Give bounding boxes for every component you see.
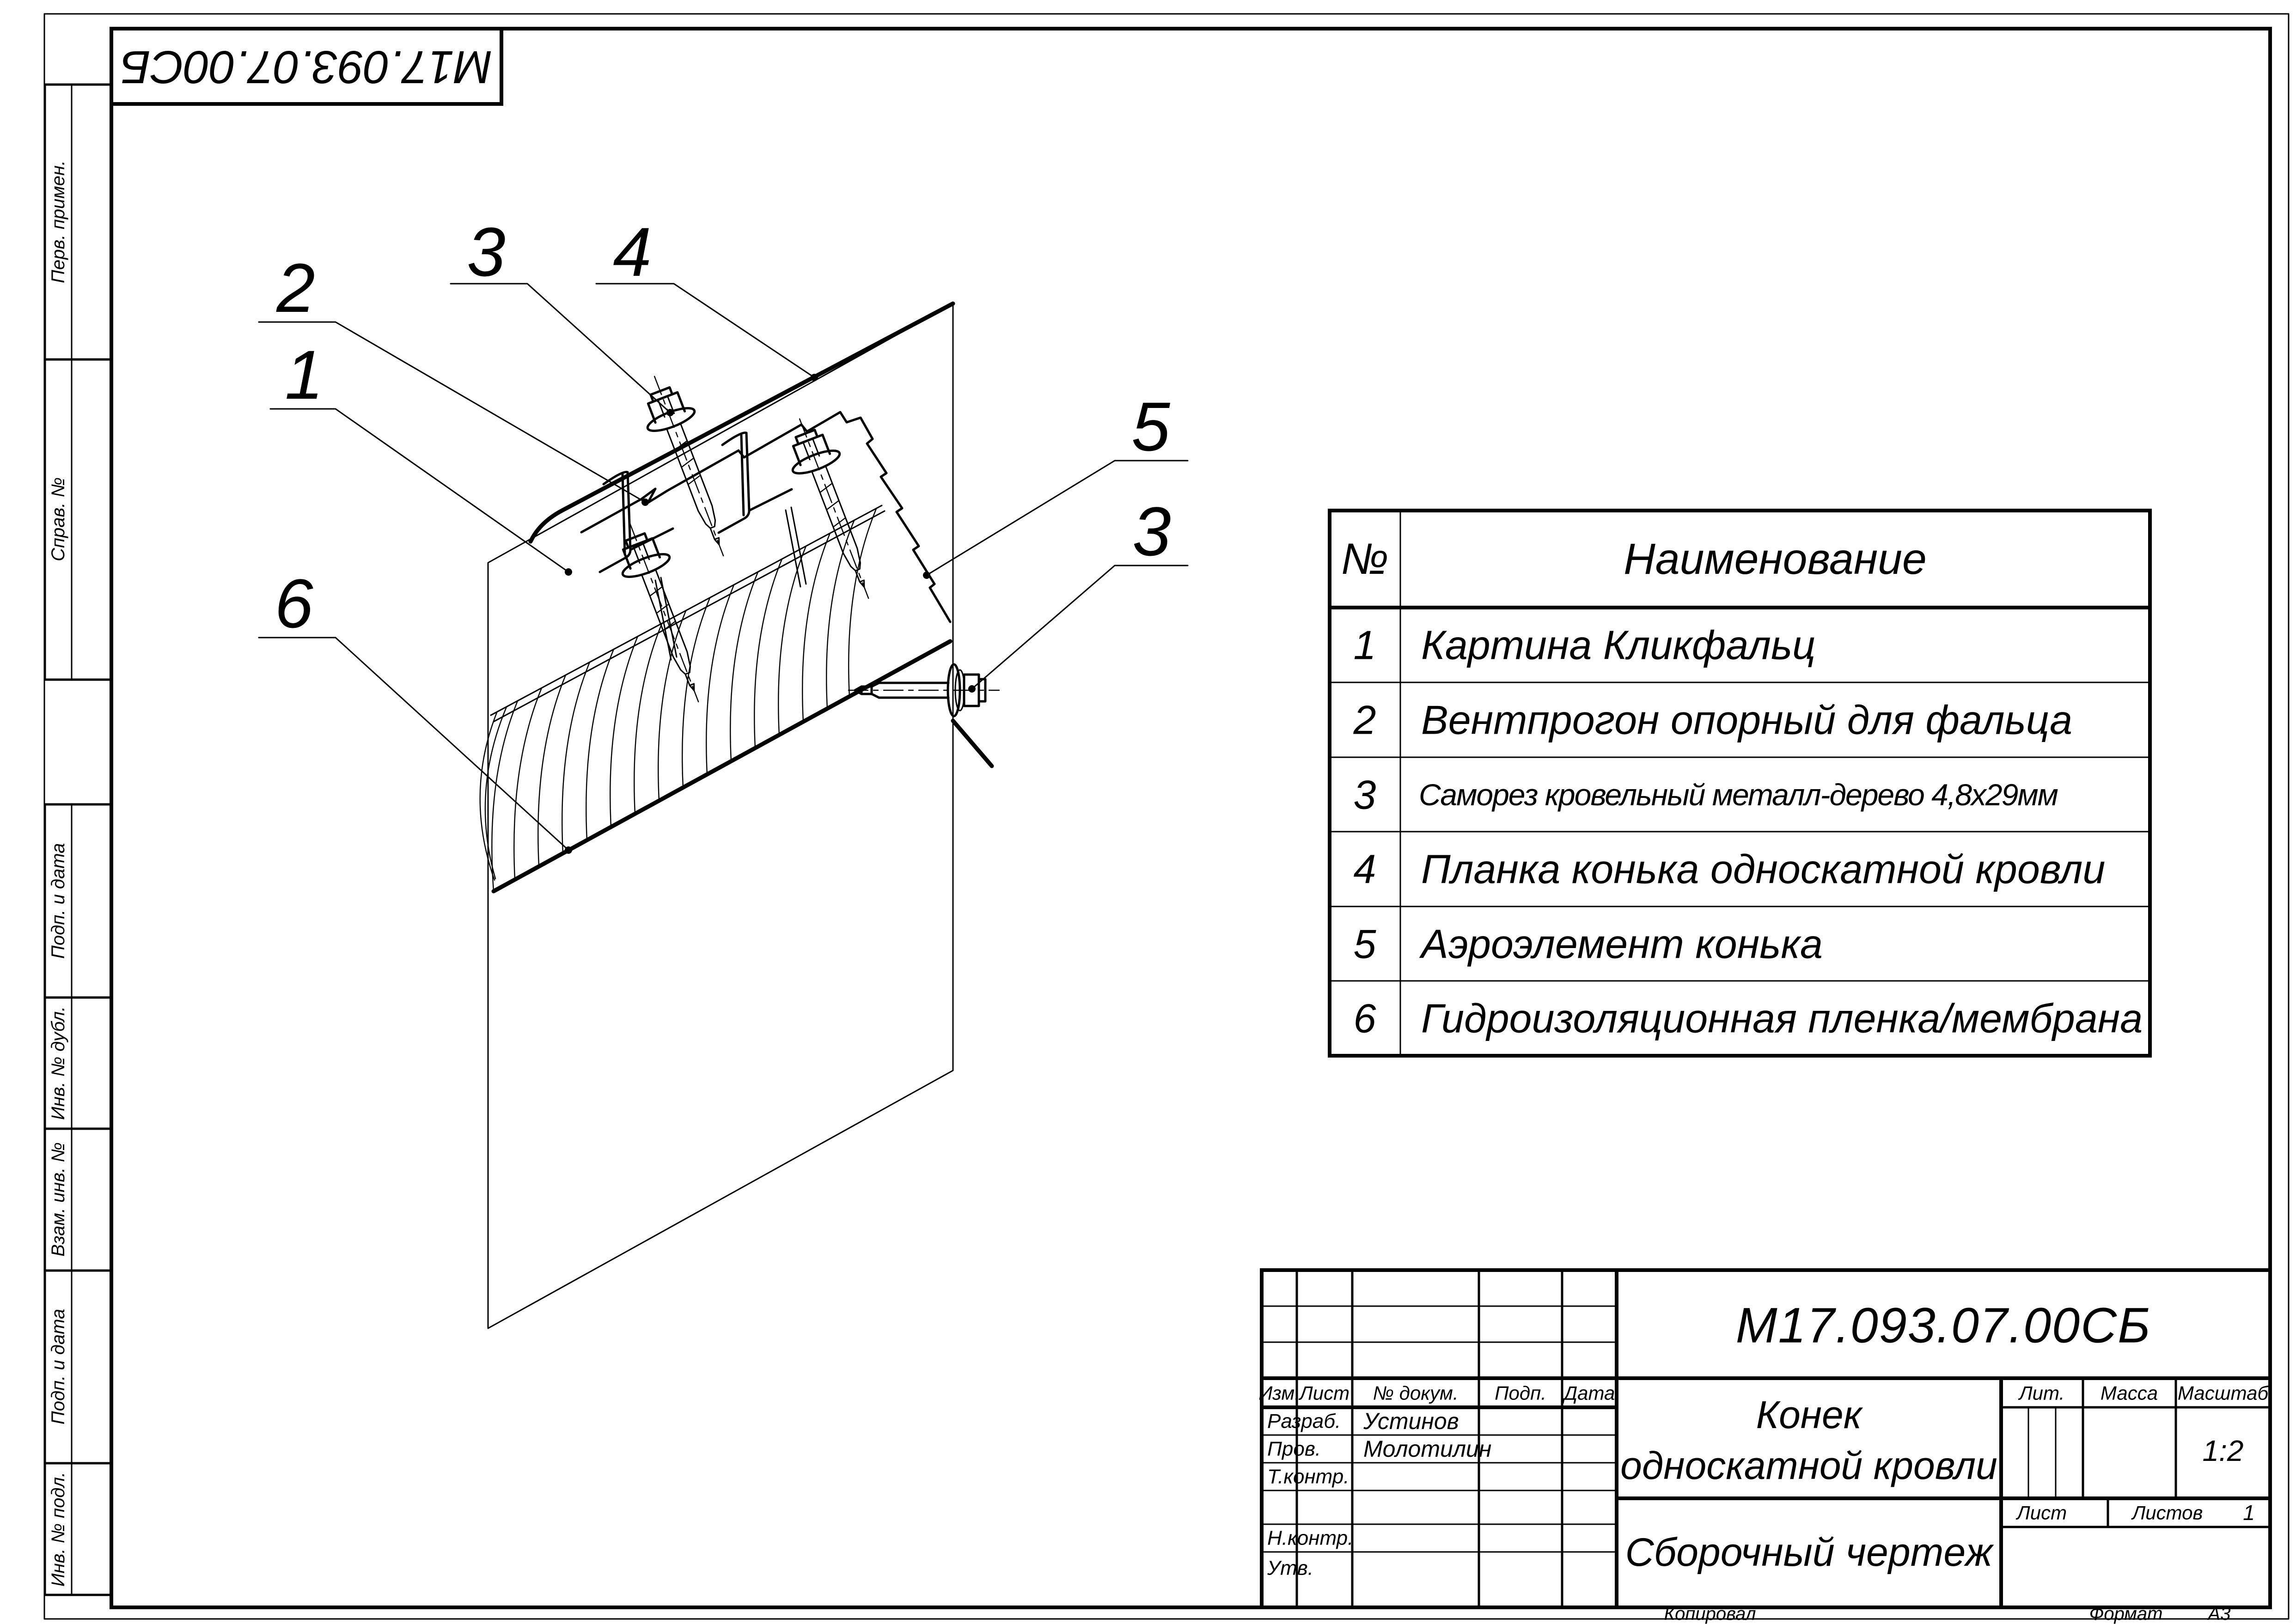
- row-3-number: 3: [1353, 772, 1376, 818]
- side-screw: [849, 664, 999, 716]
- row-1-number: 1: [1353, 622, 1376, 668]
- rear-panel-outline: [488, 304, 953, 1328]
- leader-item-6: [259, 638, 568, 850]
- leader-item-4: [596, 284, 814, 377]
- leader-dot-5: [923, 572, 930, 579]
- tb-scale-value: 1:2: [2202, 1434, 2244, 1467]
- title-block: [1258, 1270, 2270, 1607]
- parts-table-row: [1353, 697, 2073, 743]
- callout-label-5: 5: [1131, 388, 1170, 465]
- tb-label-masshtab: Масштаб: [2177, 1382, 2269, 1404]
- parts-table-row: [1354, 622, 1816, 668]
- membrane-edge-line: [494, 641, 950, 891]
- tb-label-list: Лист: [1299, 1382, 1350, 1404]
- sidebar-label-vzam-inv: Взам. инв. №: [48, 1142, 68, 1257]
- tb-sheets-value: 1: [2243, 1501, 2255, 1525]
- callout-label-4: 4: [613, 213, 652, 291]
- tb-label-listov: Листов: [2132, 1502, 2203, 1524]
- sidebar-label-podp-data-2: Подп. и дата: [48, 1308, 68, 1425]
- callout-label-2: 2: [276, 249, 315, 327]
- tb-label-tkontr: Т.контр.: [1267, 1465, 1350, 1488]
- parts-table-header-name: Наименование: [1624, 535, 1927, 584]
- row-5-number: 5: [1353, 921, 1376, 967]
- sidebar: [45, 85, 111, 1595]
- parts-table-header-number: №: [1341, 535, 1389, 584]
- leader-item-1: [270, 409, 568, 572]
- tb-label-lit: Лит.: [2019, 1382, 2065, 1404]
- callout-label-3: 3: [467, 213, 506, 291]
- kopiroval-note: Копировал: [1664, 1604, 1756, 1624]
- ridge-flashing-front-edge: [581, 412, 950, 622]
- ridge-flashing-tail: [953, 721, 992, 766]
- tb-label-razrab: Разраб.: [1267, 1410, 1341, 1433]
- sidebar-label-sprav-no: Справ. №: [48, 477, 68, 561]
- row-6-number: 6: [1353, 995, 1376, 1041]
- leader-dot-3b: [968, 685, 976, 693]
- sidebar-label-podp-data-1: Подп. и дата: [48, 843, 68, 959]
- vent-purlin-bracket-2: [719, 433, 792, 533]
- callout-label-3b: 3: [1132, 493, 1171, 570]
- tb-label-dokum: № докум.: [1373, 1382, 1459, 1404]
- leader-dot-6: [565, 846, 572, 854]
- row-6-name: Гидроизоляционная пленка/мембрана: [1421, 995, 2143, 1041]
- drawing-frame: [111, 29, 2270, 1607]
- standing-seam-lines: [655, 507, 806, 660]
- leader-dot-2: [641, 499, 649, 506]
- parts-table-row: [1354, 921, 1823, 967]
- ridge-assembly-drawing: [259, 213, 1188, 1328]
- sidebar-label-perv-primen: Перв. примен.: [48, 160, 68, 283]
- callout-leaders: [259, 284, 1188, 854]
- tb-label-izm: Изм.: [1258, 1382, 1300, 1404]
- tb-label-utv: Утв.: [1267, 1557, 1313, 1580]
- leader-dot-3: [666, 409, 674, 416]
- aeroelement-band: [480, 505, 885, 891]
- tb-label-prov: Пров.: [1267, 1437, 1321, 1460]
- tb-doc-number: М17.093.07.00СБ: [1735, 1297, 2151, 1353]
- sidebar-label-inv-podl: Инв. № подл.: [48, 1472, 68, 1587]
- parts-table: [1330, 511, 2150, 1056]
- leader-item-3b: [972, 566, 1188, 689]
- format-value: А3: [2208, 1604, 2231, 1624]
- callout-label-1: 1: [285, 336, 324, 414]
- tb-label-podp: Подп.: [1495, 1382, 1546, 1404]
- leader-item-3: [451, 284, 670, 413]
- tb-product-title-line1: Конек: [1756, 1393, 1862, 1436]
- row-3-name: Саморез кровельный металл-дерево 4,8х29мм: [1419, 778, 2058, 812]
- callout-label-6: 6: [275, 565, 313, 642]
- aeroelement-corrugation-arcs: [480, 509, 876, 891]
- row-4-name: Планка конька односкатной кровли: [1421, 846, 2106, 892]
- ridge-flashing-hem-hook: [531, 510, 563, 541]
- leader-dot-1: [565, 568, 572, 576]
- row-5-name: Аэроэлемент конька: [1421, 921, 1823, 967]
- tb-checker-name: Молотилин: [1363, 1436, 1492, 1462]
- format-label: Формат: [2089, 1604, 2163, 1624]
- parts-table-row: [1354, 846, 2106, 892]
- tb-label-massa: Масса: [2100, 1382, 2158, 1404]
- sidebar-label-inv-dubl: Инв. № дубл.: [48, 1006, 68, 1120]
- parts-table-row: [1354, 772, 2058, 818]
- tb-label-data: Дата: [1563, 1382, 1615, 1404]
- ridge-flashing-top-edge: [563, 304, 953, 510]
- tb-label-list2: Лист: [2016, 1502, 2067, 1524]
- corner-stamp: [111, 29, 501, 104]
- row-2-name: Вентпрогон опорный для фальца: [1421, 697, 2073, 743]
- tb-developer-name: Устинов: [1363, 1408, 1459, 1434]
- tb-label-nkontr: Н.контр.: [1267, 1527, 1354, 1550]
- corner-stamp-doc-number: М17.093.07.00СБ: [120, 41, 493, 93]
- leader-dot-4: [811, 374, 818, 381]
- row-4-number: 4: [1353, 846, 1376, 892]
- tb-document-type: Сборочный чертеж: [1625, 1530, 1993, 1575]
- parts-table-row: [1354, 996, 2143, 1041]
- row-1-name: Картина Кликфальц: [1421, 622, 1816, 668]
- tb-product-title-line2: односкатной кровли: [1620, 1444, 1997, 1487]
- row-2-number: 2: [1353, 697, 1376, 743]
